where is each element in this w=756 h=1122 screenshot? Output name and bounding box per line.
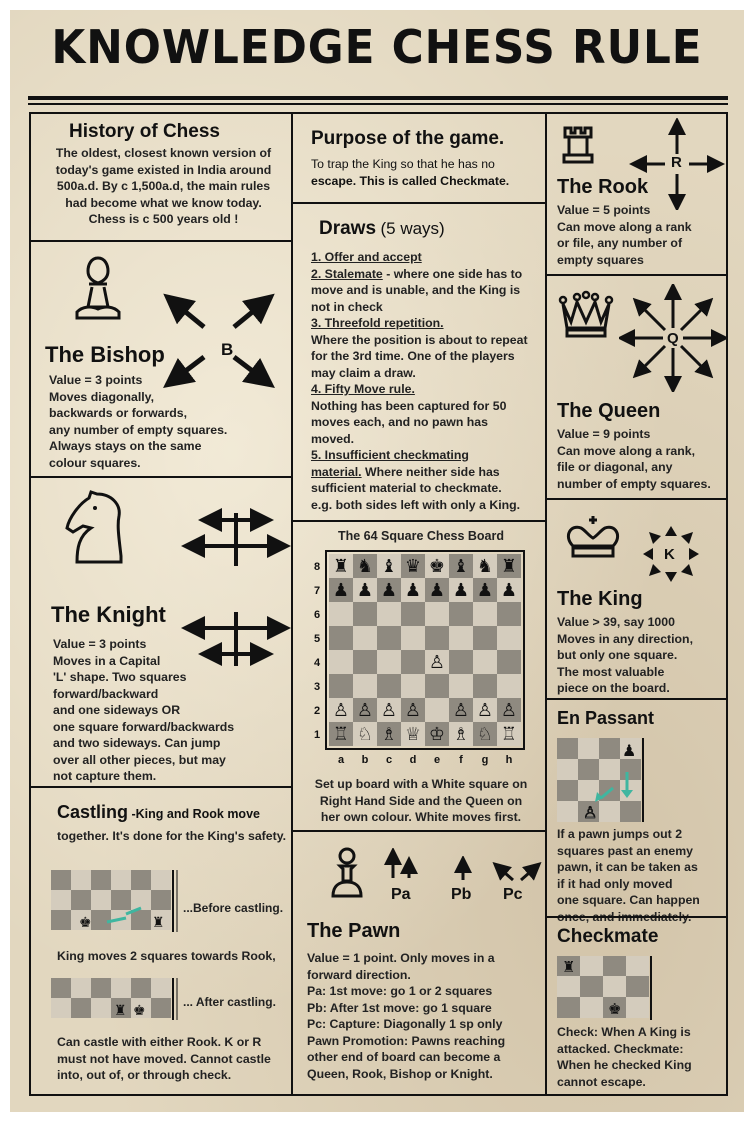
board-square <box>497 626 521 650</box>
white-piece: ♖ <box>332 724 350 745</box>
black-pawn: ♟ <box>476 580 494 601</box>
svg-text:♚: ♚ <box>608 1001 622 1018</box>
file-label: a <box>337 754 345 766</box>
board-square <box>449 650 473 674</box>
board-square <box>425 602 449 626</box>
board-square <box>449 602 473 626</box>
board-square <box>353 602 377 626</box>
draw-item-1: 1. Offer and accept <box>311 250 422 264</box>
rook-icon <box>561 124 595 166</box>
white-piece: ♗ <box>452 724 470 745</box>
white-pawn: ♙ <box>476 700 494 721</box>
queen-icon <box>557 290 615 340</box>
draws-heading: Draws <box>319 218 377 239</box>
knight-l-arrows-top <box>181 508 291 568</box>
svg-text:♜: ♜ <box>114 1002 127 1018</box>
board-square <box>329 674 353 698</box>
chessboard-caption: Set up board with a White square on Right Hand Side and the Queen on her own colour. White moves first. <box>314 777 528 824</box>
bishop-text: Value = 3 points Moves diagonally, backwards or forwards, any number of empty squares. Always stays on the same colour squares. <box>49 373 228 470</box>
king-heading: The King <box>557 588 643 610</box>
history-section <box>29 112 293 242</box>
rank-label: 4 <box>313 657 321 669</box>
black-pawn: ♟ <box>452 580 470 601</box>
white-pawn: ♙ <box>452 700 470 721</box>
bishop-letter: B <box>221 340 234 359</box>
pawn-label-b: Pb <box>451 886 472 903</box>
black-pawn: ♟ <box>404 580 422 601</box>
board-square <box>401 674 425 698</box>
black-pawn: ♟ <box>380 580 398 601</box>
rank-label: 5 <box>313 633 321 645</box>
chessboard-heading: The 64 Square Chess Board <box>337 529 505 543</box>
board-square <box>473 650 497 674</box>
queen-letter: Q <box>667 330 679 347</box>
board-square <box>425 626 449 650</box>
bishop-icon <box>63 254 133 324</box>
board-square <box>401 650 425 674</box>
board-square <box>497 602 521 626</box>
white-piece: ♘ <box>356 724 374 745</box>
svg-text:♚: ♚ <box>79 914 92 930</box>
board-square <box>353 674 377 698</box>
board-square <box>329 602 353 626</box>
purpose-heading: Purpose of the game. <box>311 128 505 149</box>
castling-before-diagram <box>51 870 181 936</box>
queen-section <box>545 274 728 500</box>
pawn-text: Value = 1 point. Only moves in a forward direction. Pa: 1st move: go 1 or 2 squares Pb: After 1st move: go 1 square Pc: Capture: Diagonally 1 sp only Pawn Promotion: Pawns reaching other end of board can become a Queen, Rook, Bishop or Knight. <box>307 951 506 1081</box>
rook-heading: The Rook <box>557 176 649 198</box>
board-square <box>377 674 401 698</box>
file-label: d <box>409 754 417 766</box>
castling-before-label: ...Before castling. <box>183 901 284 915</box>
file-label: e <box>433 754 441 766</box>
castling-title-line: Castling -King and Rook move <box>57 802 260 822</box>
castling-after-label: ... After castling. <box>183 995 276 1009</box>
checkmate-text: Check: When A King is attacked. Checkmate: When he checked King cannot escape. <box>557 1025 692 1089</box>
file-label: b <box>361 754 369 766</box>
board-square <box>353 626 377 650</box>
white-pawn: ♙ <box>404 700 422 721</box>
knight-text: Value = 3 points Moves in a Capital 'L' shape. Two squares forward/backward and one sideways OR one square forward/backwards and two sideways. Can jump over all other pieces, but may not capture them. <box>53 637 235 783</box>
black-piece: ♞ <box>476 556 494 577</box>
board-square <box>449 626 473 650</box>
white-pawn: ♙ <box>332 700 350 721</box>
castling-after-diagram <box>51 978 181 1020</box>
board-square <box>449 674 473 698</box>
white-pawn: ♙ <box>500 700 518 721</box>
black-piece: ♞ <box>356 556 374 577</box>
rank-label: 7 <box>313 585 321 597</box>
board-square <box>377 626 401 650</box>
castling-text: Can castle with either Rook. K or R must not have moved. Cannot castle into, out of, or through check. <box>57 1035 271 1082</box>
pawn-icon <box>323 846 371 900</box>
board-square <box>401 602 425 626</box>
black-piece: ♛ <box>404 556 422 577</box>
svg-text:♚: ♚ <box>133 1002 146 1018</box>
rook-section <box>545 112 728 276</box>
svg-text:♟: ♟ <box>622 743 637 760</box>
rook-text: Value = 5 points Can move along a rank or file, any number of empty squares <box>557 203 692 267</box>
board-square <box>497 650 521 674</box>
white-piece: ♘ <box>476 724 494 745</box>
svg-text:♜: ♜ <box>562 959 576 976</box>
knight-icon <box>59 490 131 568</box>
rank-label: 1 <box>313 729 321 741</box>
board-square <box>497 674 521 698</box>
board-square <box>377 602 401 626</box>
title-rule-thick <box>28 96 728 100</box>
pawn-capture-arrows <box>489 860 545 884</box>
en-passant-diagram <box>557 738 647 822</box>
pawn-heading: The Pawn <box>307 920 401 942</box>
pawn-later-move-arrow <box>453 856 473 882</box>
chessboard-section <box>291 520 547 832</box>
king-section <box>545 498 728 700</box>
purpose-text: To trap the King so that he has no escape. This is called Checkmate. <box>311 157 510 188</box>
file-label: g <box>481 754 489 766</box>
board-square <box>329 650 353 674</box>
draws-title-line: Draws (5 ways) <box>319 218 445 239</box>
file-label: f <box>459 754 463 766</box>
draw-item-4: 4. Fifty Move rule. <box>311 382 415 396</box>
draw-item-2: 2. Stalemate - where one side has to <box>311 266 523 281</box>
knight-section <box>29 476 293 788</box>
svg-text:♙: ♙ <box>583 805 598 822</box>
checkmate-section <box>545 916 728 1096</box>
file-label: c <box>385 754 393 766</box>
pawn-section <box>291 830 547 1096</box>
en-passant-section <box>545 698 728 924</box>
chessboard <box>307 550 537 778</box>
page-title: KNOWLEDGE CHESS RULE <box>51 20 703 74</box>
queen-heading: The Queen <box>557 400 661 422</box>
draw-item-5: 5. Insufficient checkmating <box>311 448 469 462</box>
rank-label: 8 <box>313 561 321 573</box>
black-pawn: ♟ <box>332 580 350 601</box>
board-square <box>353 650 377 674</box>
black-pawn: ♟ <box>500 580 518 601</box>
draw-item-3: 3. Threefold repetition. <box>311 316 444 330</box>
black-piece: ♜ <box>332 556 350 577</box>
black-piece: ♚ <box>428 556 446 577</box>
board-square <box>473 674 497 698</box>
rook-letter: R <box>671 154 682 171</box>
en-passant-heading: En Passant <box>557 708 655 728</box>
black-piece: ♜ <box>500 556 518 577</box>
history-heading: History of Chess <box>69 121 220 142</box>
checkmate-diagram <box>557 956 655 1022</box>
checkmate-heading: Checkmate <box>557 926 659 947</box>
king-letter: K <box>664 546 675 563</box>
queen-text: Value = 9 points Can move along a rank, file or diagonal, any number of empty squares. <box>557 427 711 491</box>
bishop-heading: The Bishop <box>45 342 165 367</box>
history-text: The oldest, closest known version of today's game existed in India around 500a.d. By c 1,500a.d, the main rules had become what we know today. Chess is c 500 years old ! <box>55 146 272 226</box>
board-square <box>425 698 449 722</box>
black-piece: ♝ <box>380 556 398 577</box>
white-piece: ♗ <box>380 724 398 745</box>
white-piece: ♖ <box>500 724 518 745</box>
castling-section <box>29 786 293 1096</box>
white-pawn: ♙ <box>380 700 398 721</box>
board-square <box>377 650 401 674</box>
white-piece: ♕ <box>404 724 422 745</box>
pawn-label-a: Pa <box>391 886 411 903</box>
file-label: h <box>505 754 513 766</box>
en-passant-text: If a pawn jumps out 2 squares past an enemy pawn, it can be taken as if it had only moved one square. Can happen once, and immediately. <box>557 827 700 924</box>
castling-middle-text: King moves 2 squares towards Rook, <box>57 949 276 963</box>
black-pawn: ♟ <box>356 580 374 601</box>
rank-label: 3 <box>313 681 321 693</box>
board-square <box>329 626 353 650</box>
black-piece: ♝ <box>452 556 470 577</box>
bishop-section <box>29 240 293 478</box>
white-pawn: ♙ <box>356 700 374 721</box>
knight-heading: The Knight <box>51 602 166 627</box>
title-rule-thin <box>28 103 728 105</box>
white-piece: ♔ <box>428 724 446 745</box>
castling-intro: together. It's done for the King's safety. <box>57 829 287 843</box>
svg-text:♜: ♜ <box>152 914 165 930</box>
pawn-first-move-arrows <box>383 848 423 880</box>
draws-list: 1. Offer and accept 2. Stalemate - where one side has to move and is unable, and the King is not in check 3. Threefold repetition. Where the position is about to repeat for the 3rd time. One of the players may claim a draw. 4. Fifty Move rule. Nothing has been captured for 50 moves each, and no pawn has moved. 5. Insufficient checkmating material. Where neither side has sufficient material to checkmate. e.g. both sides left with only a King. <box>311 250 528 512</box>
board-square <box>401 626 425 650</box>
purpose-section <box>291 112 547 204</box>
white-pawn-e4: ♙ <box>428 652 446 673</box>
poster <box>10 10 744 1112</box>
draws-section <box>291 202 547 522</box>
castling-heading: Castling <box>57 802 129 822</box>
rank-label: 2 <box>313 705 321 717</box>
board-square <box>425 674 449 698</box>
board-square <box>473 626 497 650</box>
king-text: Value > 39, say 1000 Moves in any direction, but only one square. The most valuable piece on the board. <box>557 615 693 695</box>
black-pawn: ♟ <box>428 580 446 601</box>
rank-label: 6 <box>313 609 321 621</box>
king-icon <box>565 514 621 562</box>
pawn-label-c: Pc <box>503 886 523 903</box>
board-square <box>473 602 497 626</box>
